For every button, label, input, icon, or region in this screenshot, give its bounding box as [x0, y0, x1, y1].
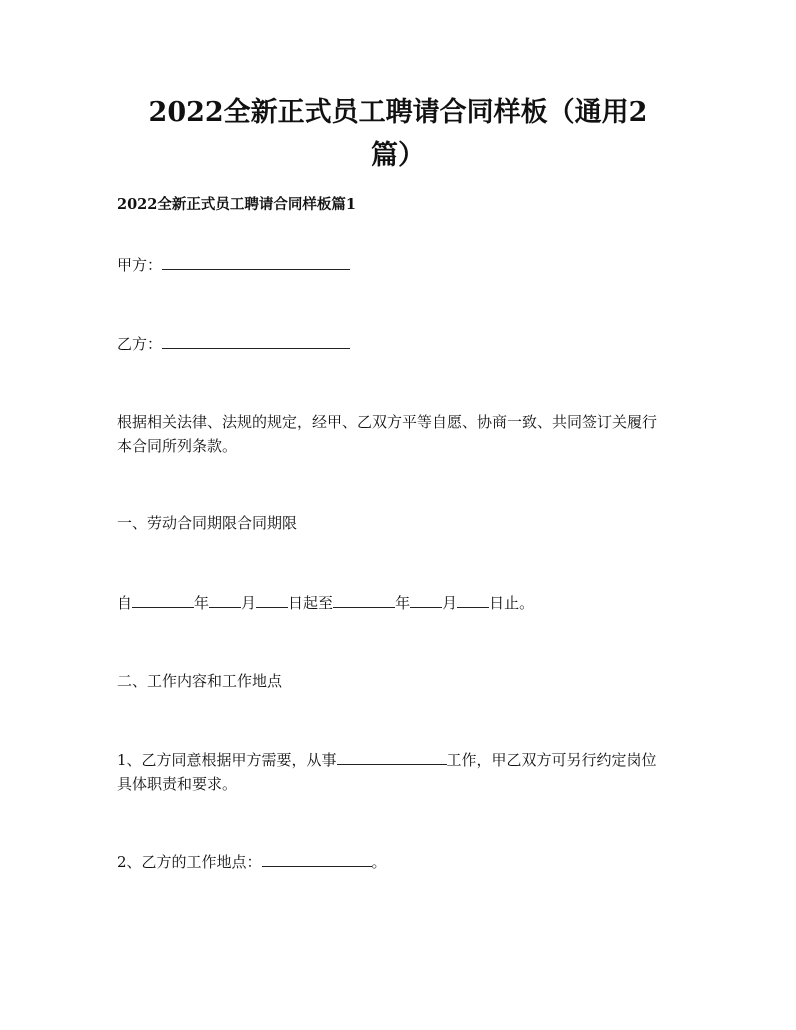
- date-text: 月: [241, 594, 257, 612]
- workplace-blank: [262, 851, 372, 867]
- item-1-line-2: 具体职责和要求。: [117, 775, 238, 793]
- date-text: 年: [194, 594, 210, 612]
- item-1-text: 1、乙方同意根据甲方需要，从事: [117, 751, 337, 769]
- start-year-blank: [132, 592, 194, 608]
- party-b-line: [117, 333, 350, 354]
- item-2-label: 2、乙方的工作地点：: [117, 853, 262, 871]
- intro-line-1: 根据相关法律、法规的规定，经甲、乙双方平等自愿、协商一致、共同签订关履行: [117, 413, 658, 431]
- end-year-blank: [333, 592, 395, 608]
- intro-line-2: 本合同所列条款。: [117, 437, 238, 455]
- job-blank: [337, 749, 447, 765]
- date-text: 年: [395, 594, 411, 612]
- subtitle: 2022全新正式员工聘请合同样板篇1: [117, 196, 356, 213]
- party-b-blank: [162, 333, 350, 349]
- party-a-label: 甲方：: [117, 256, 163, 274]
- title-line-2: 篇）: [371, 140, 425, 171]
- item-1-text: 工作，甲乙双方可另行约定岗位: [446, 751, 657, 769]
- date-text: 月: [442, 594, 458, 612]
- date-text: 日止。: [489, 594, 535, 612]
- item-1-line-1: [117, 749, 657, 770]
- party-a-blank: [162, 254, 350, 270]
- item-2-line: [117, 851, 387, 872]
- date-text: 日起至: [288, 594, 334, 612]
- party-a-line: [117, 254, 350, 275]
- section-2-heading: 二、工作内容和工作地点: [117, 672, 283, 690]
- start-day-blank: [256, 592, 288, 608]
- title-line-1: 2022全新正式员工聘请合同样板（通用2: [148, 97, 648, 128]
- date-text: 自: [117, 594, 133, 612]
- section-1-heading: 一、劳动合同期限合同期限: [117, 514, 298, 532]
- start-month-blank: [209, 592, 241, 608]
- date-line: [117, 592, 534, 613]
- end-month-blank: [410, 592, 442, 608]
- item-2-end: 。: [371, 853, 387, 871]
- party-b-label: 乙方：: [117, 335, 163, 353]
- end-day-blank: [457, 592, 489, 608]
